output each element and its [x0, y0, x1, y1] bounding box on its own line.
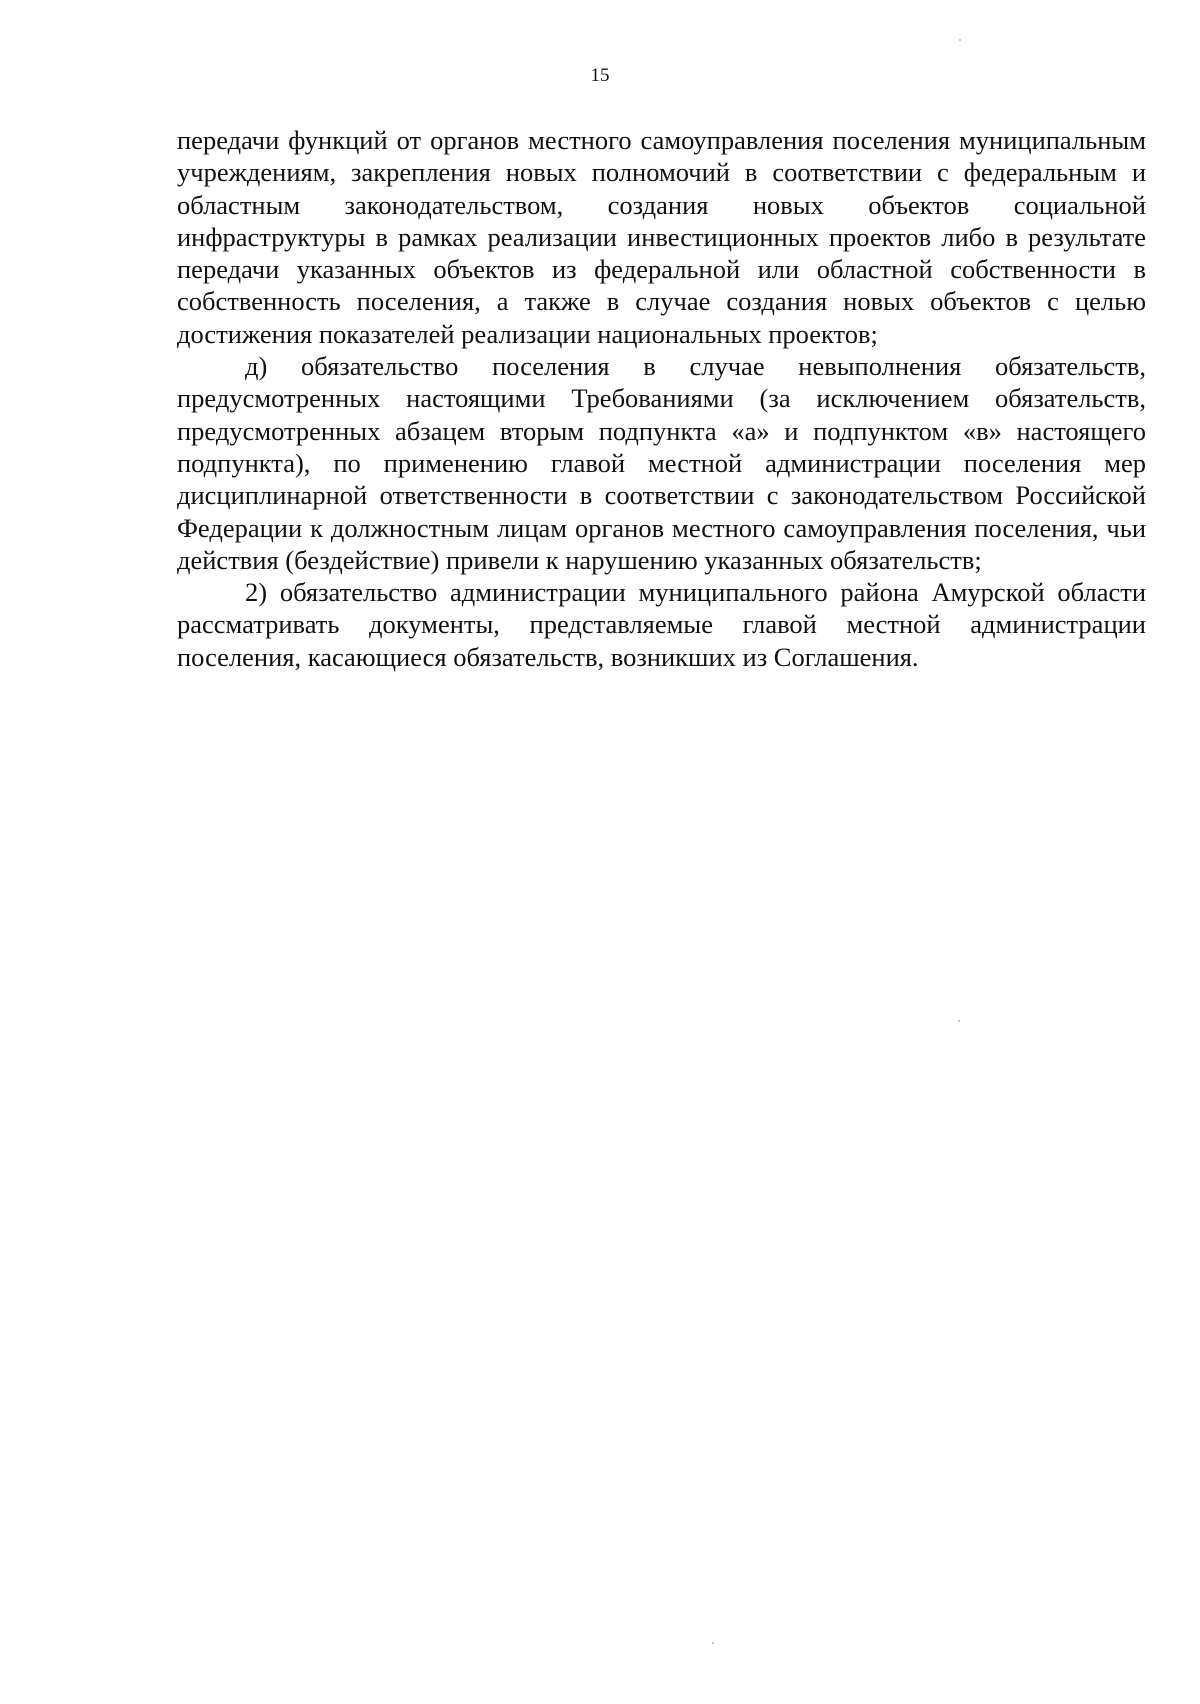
page-number: 15	[590, 65, 610, 86]
scan-speck	[959, 39, 961, 41]
paragraph-item-d: д) обязательство поселения в случае невыполнения обязательств, предусмотренных настоящими Требованиями (за исключением обязательств, предусмотренных абзацем вторым подпункта «а» и подпунктом «в» настоящего подпункта), по применению главой местной администрации поселения мер дисциплинарной ответственности в соответствии с законодательством Российской Федерации к должностным лицам органов местного самоуправления поселения, чьи действия (бездействие) привели к нарушению указанных обязательств;	[177, 351, 1146, 575]
paragraph-continuation: передачи функций от органов местного самоуправления поселения муниципальным учреждениям, закрепления новых полномочий в соответствии с федеральным и областным законодательством, создания новых объектов социальной инфраструктуры в рамках реализации инвестиционных проектов либо в результате передачи указанных объектов из федеральной или областной собственности в собственность поселения, а также в случае создания новых объектов с целью достижения показателей реализации национальных проектов;	[177, 125, 1146, 349]
paragraph-item-2: 2) обязательство администрации муниципального района Амурской области рассматривать документы, представляемые главой местной администрации поселения, касающиеся обязательств, возникших из Соглашения.	[177, 577, 1146, 672]
scan-speck	[958, 1020, 960, 1022]
document-body	[177, 124, 1146, 673]
scan-speck	[712, 1642, 714, 1644]
